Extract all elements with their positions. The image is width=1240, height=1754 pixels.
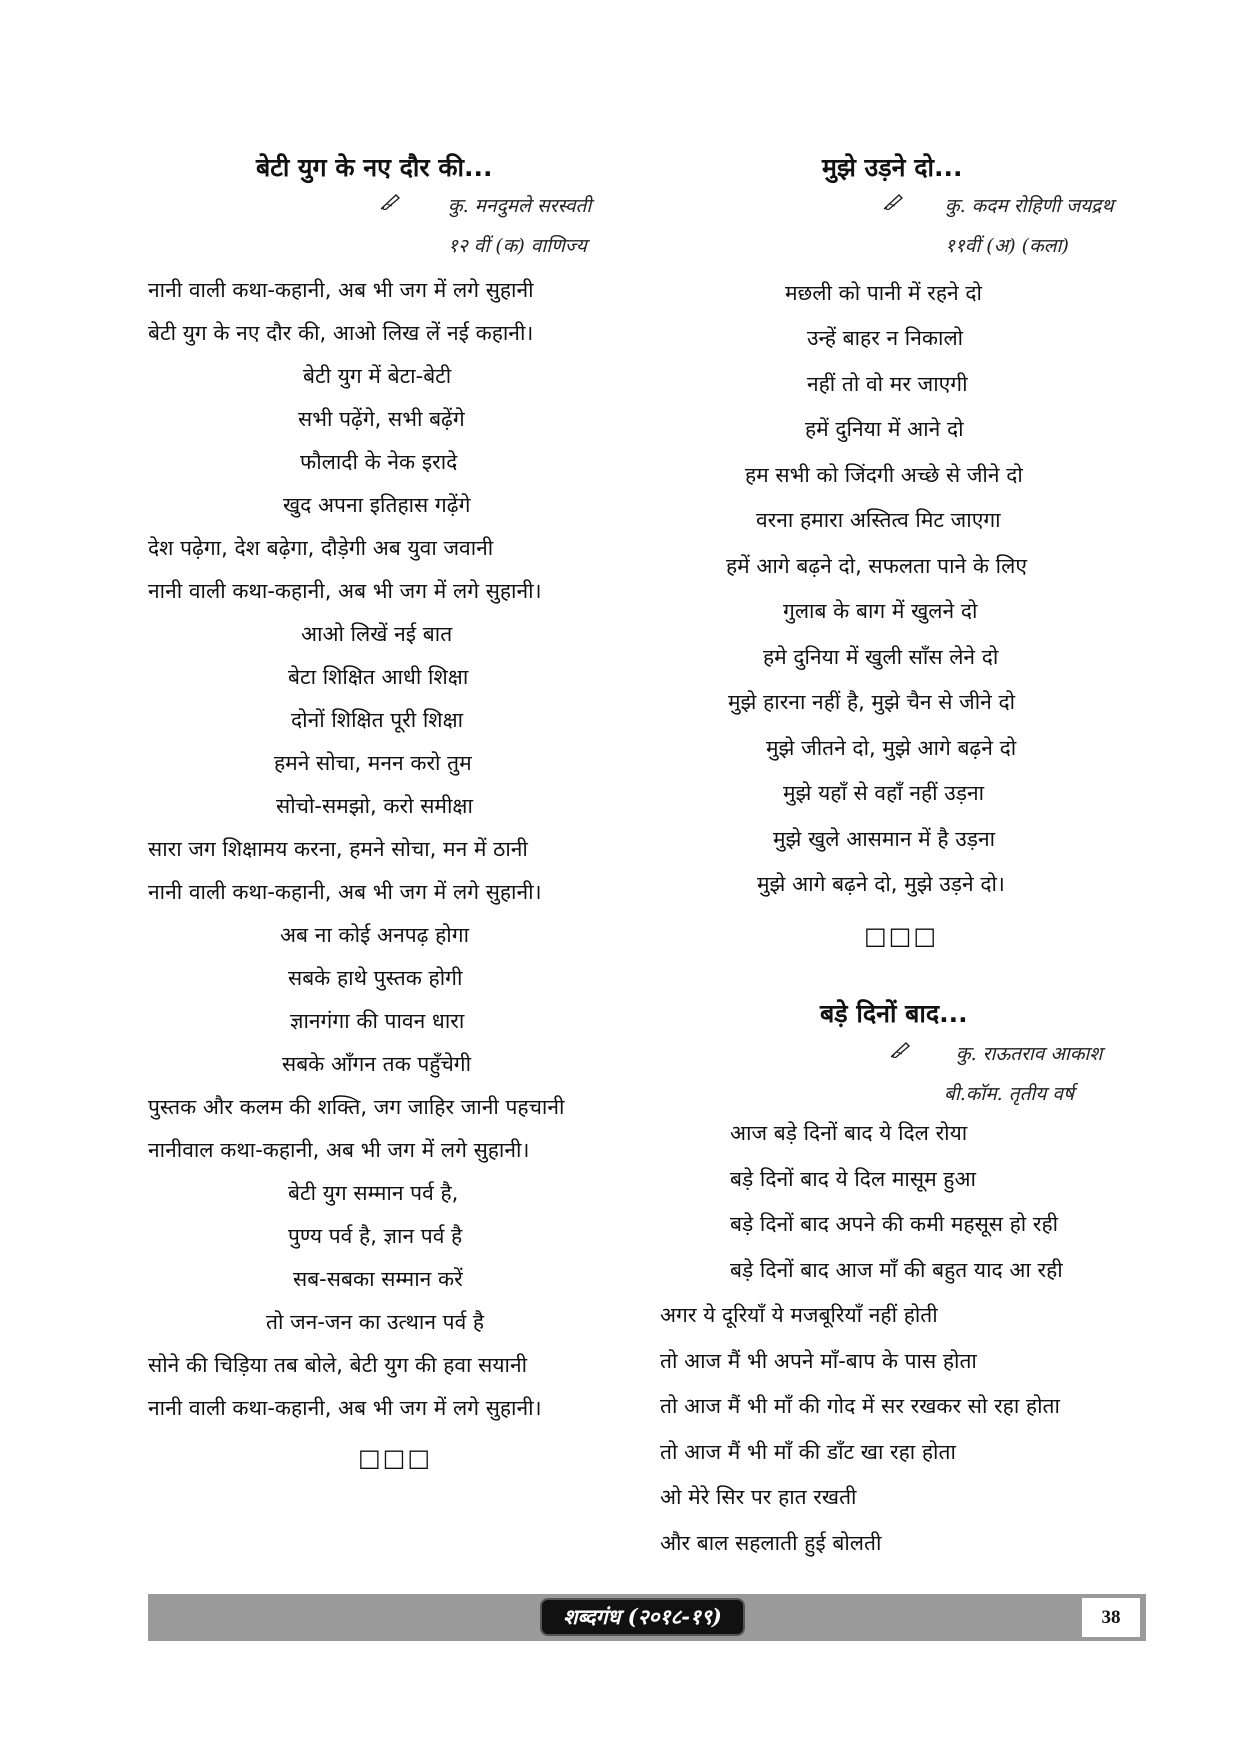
poem-line: उन्हें बाहर न निकालो: [807, 326, 964, 350]
poem-line: देश पढ़ेगा, देश बढ़ेगा, दौड़ेगी अब युवा जवानी: [148, 536, 494, 560]
poem-author: कु. राऊतराव आकाश: [956, 1043, 1103, 1065]
poem-line: मुझे आगे बढ़ने दो, मुझे उड़ने दो।: [757, 872, 1005, 896]
poem-title: बड़े दिनों बाद...: [820, 999, 968, 1028]
poem-line: नहीं तो वो मर जाएगी: [807, 372, 968, 396]
poem-line: बेटी युग सम्मान पर्व है,: [288, 1181, 459, 1205]
poem-line: नानी वाली कथा-कहानी, अब भी जग में लगे सुहानी।: [148, 1396, 542, 1420]
poem-line: पुण्य पर्व है, ज्ञान पर्व है: [288, 1224, 463, 1248]
poem-line: बड़े दिनों बाद अपने की कमी महसूस हो रही: [730, 1212, 1059, 1236]
end-mark: □□□: [864, 922, 939, 950]
poem-line: वरना हमारा अस्तित्व मिट जाएगा: [756, 508, 1001, 532]
poem-title: मुझे उड़ने दो...: [822, 153, 963, 182]
poem-line: दोनों शिक्षित पूरी शिक्षा: [291, 708, 464, 732]
end-mark: □□□: [358, 1444, 433, 1472]
poem-line: अगर ये दूरियाँ ये मजबूरियाँ नहीं होती: [660, 1303, 938, 1327]
poem-line: सारा जग शिक्षामय करना, हमने सोचा, मन में ठानी: [148, 837, 528, 861]
poem-line: हम सभी को जिंदगी अच्छे से जीने दो: [745, 463, 1023, 487]
magazine-title: शब्दगंध (२०१८-१९): [540, 1598, 745, 1636]
poem-line: तो जन-जन का उत्थान पर्व है: [266, 1310, 485, 1334]
pen-icon: [883, 192, 905, 210]
poem-line: बड़े दिनों बाद ये दिल मासूम हुआ: [730, 1167, 976, 1191]
page-number: 38: [1082, 1598, 1140, 1637]
poem-author: कु. कदम रोहिणी जयद्रथ: [945, 195, 1114, 217]
poem-line: सोचो-समझो, करो समीक्षा: [276, 794, 473, 818]
poem-line: बेटा शिक्षित आधी शिक्षा: [288, 665, 469, 689]
poem-line: ओ मेरे सिर पर हात रखती: [660, 1485, 857, 1509]
poem-class: १२ वीं (क) वाणिज्य: [448, 235, 587, 257]
poem-line: फौलादी के नेक इरादे: [300, 450, 458, 474]
poem-author: कु. मनदुमले सरस्वती: [448, 195, 592, 217]
poem-line: बड़े दिनों बाद आज माँ की बहुत याद आ रही: [730, 1258, 1063, 1282]
page-footer: [148, 1594, 1146, 1641]
poem-line: नानी वाली कथा-कहानी, अब भी जग में लगे सुहानी।: [148, 880, 542, 904]
poem-line: सोने की चिड़िया तब बोले, बेटी युग की हवा सयानी: [148, 1353, 528, 1377]
pen-icon: [890, 1040, 912, 1058]
poem-line: सबके हाथे पुस्तक होगी: [288, 966, 463, 990]
poem-line: पुस्तक और कलम की शक्ति, जग जाहिर जानी पहचानी: [148, 1095, 565, 1119]
poem-line: सभी पढ़ेंगे, सभी बढ़ेंगे: [298, 407, 465, 431]
poem-line: आज बड़े दिनों बाद ये दिल रोया: [730, 1121, 968, 1145]
poem-line: बेटी युग में बेटा-बेटी: [303, 364, 452, 388]
poem-line: हमें आगे बढ़ने दो, सफलता पाने के लिए: [726, 554, 1027, 578]
poem-class: ११वीं (अ) (कला): [945, 235, 1069, 257]
poem-line: सब-सबका सम्मान करें: [293, 1267, 463, 1291]
poem-line: तो आज मैं भी माँ की डाँट खा रहा होता: [660, 1440, 956, 1464]
poem-line: मुझे जीतने दो, मुझे आगे बढ़ने दो: [766, 736, 1017, 760]
poem-line: हमने सोचा, मनन करो तुम: [274, 751, 472, 775]
poem-line: तो आज मैं भी माँ की गोद में सर रखकर सो रहा होता: [660, 1394, 1060, 1418]
poem-line: मुझे यहाँ से वहाँ नहीं उड़ना: [783, 781, 985, 805]
pen-icon: [380, 192, 402, 210]
poem-class: बी.कॉम. तृतीय वर्ष: [944, 1083, 1074, 1105]
poem-line: हमें दुनिया में आने दो: [805, 417, 964, 441]
poem-line: नानीवाल कथा-कहानी, अब भी जग में लगे सुहानी।: [148, 1138, 530, 1162]
poem-line: हमे दुनिया में खुली साँस लेने दो: [763, 645, 999, 669]
poem-line: मछली को पानी में रहने दो: [785, 281, 982, 305]
poem-line: बेटी युग के नए दौर की, आओ लिख लें नई कहानी।: [148, 321, 534, 345]
poem-line: ज्ञानगंगा की पावन धारा: [290, 1009, 465, 1033]
poem-line: तो आज मैं भी अपने माँ-बाप के पास होता: [660, 1349, 977, 1373]
poem-line: सबके आँगन तक पहुँचेगी: [282, 1052, 472, 1076]
poem-title: बेटी युग के नए दौर की...: [256, 153, 493, 182]
poem-line: और बाल सहलाती हुई बोलती: [660, 1531, 882, 1555]
poem-line: आओ लिखें नई बात: [301, 622, 453, 646]
poem-line: मुझे हारना नहीं है, मुझे चैन से जीने दो: [728, 690, 1016, 714]
poem-line: नानी वाली कथा-कहानी, अब भी जग में लगे सुहानी।: [148, 579, 542, 603]
poem-line: खुद अपना इतिहास गढ़ेंगे: [283, 493, 471, 517]
poem-line: मुझे खुले आसमान में है उड़ना: [773, 827, 996, 851]
poem-line: गुलाब के बाग में खुलने दो: [783, 599, 978, 623]
poem-line: नानी वाली कथा-कहानी, अब भी जग में लगे सुहानी: [148, 278, 534, 302]
poem-line: अब ना कोई अनपढ़ होगा: [280, 923, 470, 947]
